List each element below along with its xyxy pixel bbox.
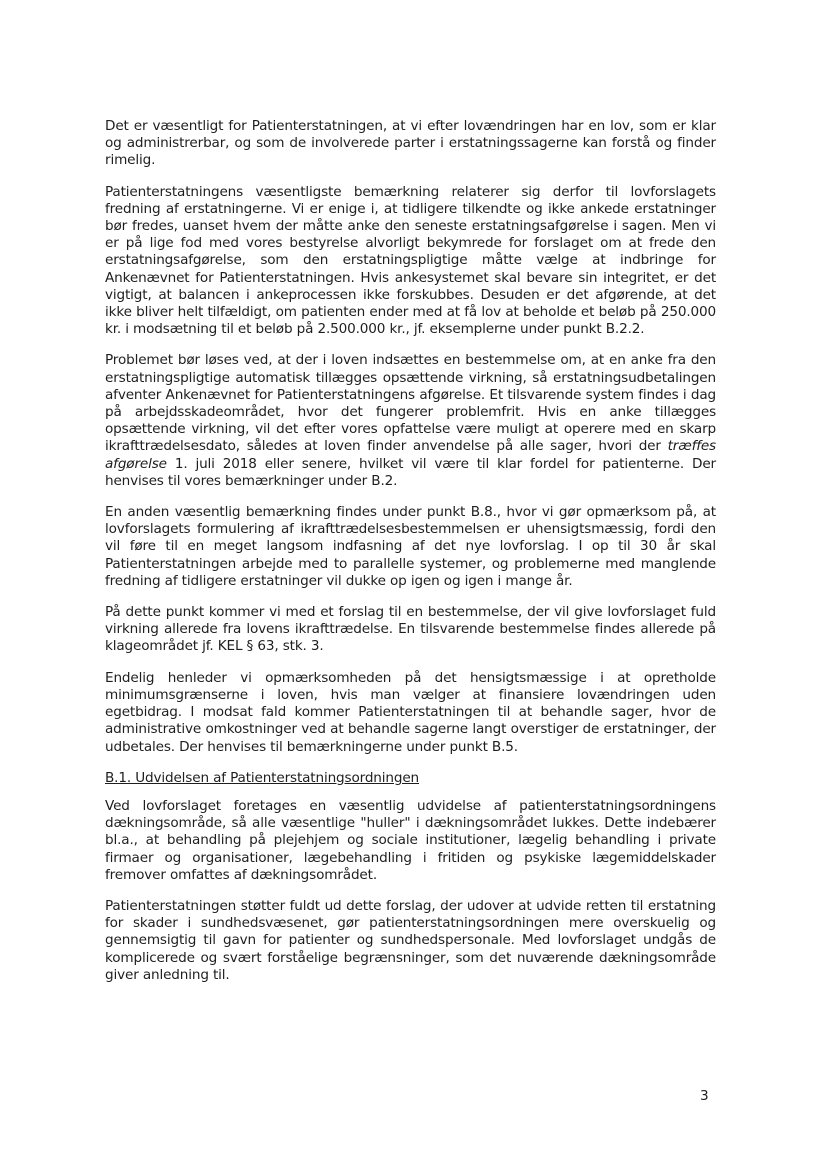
paragraph-2: Patienterstatningens væsentligste bemærkning relaterer sig derfor til lovforslagets fredning af erstatningerne. Vi er enige i, at tidligere tilkendte og ikke ankede erstatninger bør fredes, uanset hvem der måtte anke den seneste erstatningsafgørelse i sagen. Men vi er på lige fod med vores bestyrelse alvorligt bekymrede for forslaget om at frede den erstatningsafgørelse, som den erstatningspligtige måtte vælge at indbringe for Ankenævnet for Patienterstatningen. Hvis ankesystemet skal bevare sin integritet, er det vigtigt, at balancen i ankeprocessen ikke forskubbes. Desuden er det afgørende, at det ikke bliver helt tilfældigt, om patienten ender med at få lov at beholde et beløb på 250.000 kr. i modsætning til et beløb på 2.500.000 kr., jf. eksemplerne under punkt B.2.2. [105,183,716,338]
paragraph-3-text-after: 1. juli 2018 eller senere, hvilket vil være til klar fordel for patienterne. Der henvises til vores bemærkninger under B.2. [105,455,716,489]
paragraph-3-text-before: Problemet bør løses ved, at der i loven indsættes en bestemmelse om, at en anke fra den erstatningspligtige automatisk tillægges opsættende virkning, så erstatningsudbetalingen afventer Ankenævnet for Patienterstatningens afgørelse. Et tilsvarende system findes i dag på arbejdsskadeområdet, hvor det fungerer problemfrit. Hvis en anke tillægges opsættende virkning, vil det efter vores opfattelse være muligt at operere med en skarp ikrafttrædelsesdato, således at loven finder anvendelse på alle sager, hvori der [105,352,716,455]
page-number: 3 [700,1088,709,1104]
section-paragraph-1: Ved lovforslaget foretages en væsentlig udvidelse af patienterstatningsordningens dækningsområde, så alle væsentlige "huller" i dækningsområdet lukkes. Dette indebærer bl.a., at behandling på plejehjem og sociale institutioner, lægelig behandling i private firmaer og organisationer, lægebehandling i fritiden og psykiske lægemiddelskader fremover omfattes af dækningsområdet. [105,797,716,883]
paragraph-1: Det er væsentligt for Patienterstatningen, at vi efter lovændringen har en lov, som er klar og administrerbar, og som de involverede parter i erstatningssagerne kan forstå og finder rimelig. [105,118,716,169]
paragraph-3 [105,352,716,490]
document-body [105,118,716,998]
section-paragraph-2: Patienterstatningen støtter fuldt ud dette forslag, der udover at udvide retten til erstatning for skader i sundhedsvæsenet, gør patienterstatningsordningen mere overskuelig og gennemsigtig til gavn for patienter og sundhedspersonale. Med lovforslaget undgås de komplicerede og svært forståelige begrænsninger, som det nuværende dækningsområde giver anledning til. [105,897,716,983]
paragraph-5: På dette punkt kommer vi med et forslag til en bestemmelse, der vil give lovforslaget fuld virkning allerede fra lovens ikrafttrædelse. En tilsvarende bestemmelse findes allerede på klageområdet jf. KEL § 63, stk. 3. [105,604,716,655]
paragraph-3-italic: træffes afgørelse [105,438,716,472]
paragraph-4: En anden væsentlig bemærkning findes under punkt B.8., hvor vi gør opmærksom på, at lovforslagets formulering af ikrafttrædelsesbestemmelsen er uhensigtsmæssig, fordi den vil føre til en meget langsom indfasning af det nye lovforslag. I op til 30 år skal Patienterstatningen arbejde med to parallelle systemer, og problemerne med manglende fredning af tidligere erstatninger vil dukke op igen og igen i mange år. [105,504,716,589]
section-heading: B.1. Udvidelsen af Patienterstatningsordningen [105,769,420,786]
paragraph-6: Endelig henleder vi opmærksomheden på det hensigtsmæssige i at opretholde minimumsgrænserne i loven, hvis man vælger at finansiere lovændringen uden egetbidrag. I modsat fald kommer Patienterstatningen til at behandle sager, hvor de administrative omkostninger ved at behandle sagerne langt overstiger de erstatninger, der udbetales. Der henvises til bemærkningerne under punkt B.5. [105,669,716,755]
